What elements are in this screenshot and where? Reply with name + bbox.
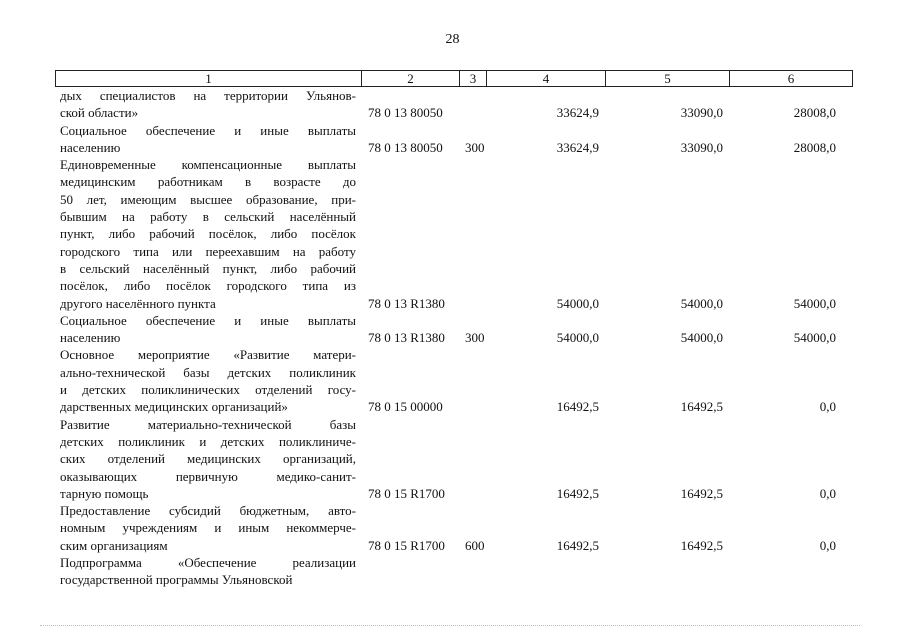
- row-value-col6: 28008,0: [793, 105, 836, 121]
- row-value-col5: 16492,5: [680, 537, 723, 553]
- description-line: ским организациям: [60, 537, 168, 553]
- row-description: [60, 554, 356, 589]
- row-value-col4: 16492,5: [556, 399, 599, 415]
- description-line: Единовременные компенсационные выплаты: [60, 157, 356, 173]
- description-line: посёлок, либо посёлок городского типа из: [60, 278, 356, 294]
- description-line: населению: [60, 139, 121, 155]
- row-code: 78 0 15 00000: [368, 399, 443, 415]
- row-code: 78 0 13 80050: [368, 139, 443, 155]
- row-value-col6: 28008,0: [793, 139, 836, 155]
- description-line: Социальное обеспечение и иные выплаты: [60, 312, 356, 328]
- row-description: [60, 346, 356, 415]
- row-description: [60, 156, 356, 312]
- description-line: другого населённого пункта: [60, 295, 216, 311]
- row-value-col5: 16492,5: [680, 399, 723, 415]
- description-line: 50 лет, имеющим высшее образование, при-: [60, 191, 356, 207]
- row-value-col4: 54000,0: [556, 330, 599, 346]
- row-value-col6: 54000,0: [793, 295, 836, 311]
- description-line: тарную помощь: [60, 485, 149, 501]
- row-value-col4: 33624,9: [556, 139, 599, 155]
- row-value-col5: 16492,5: [680, 485, 723, 501]
- row-code: 78 0 15 R1700: [368, 485, 445, 501]
- description-line: населению: [60, 330, 121, 346]
- row-value-col6: 0,0: [819, 399, 836, 415]
- table-row: [0, 156, 905, 312]
- row-value-col5: 54000,0: [680, 295, 723, 311]
- description-line: ских отделений медицинских организаций,: [60, 451, 356, 467]
- description-line: и детских поликлинических отделений госу-: [60, 382, 356, 398]
- table-row: [0, 87, 905, 122]
- row-code: 78 0 13 R1380: [368, 330, 445, 346]
- table-row: [0, 554, 905, 589]
- description-line: дарственных медицинских организаций»: [60, 399, 288, 415]
- table-row: [0, 346, 905, 415]
- row-value-col4: 33624,9: [556, 105, 599, 121]
- table-row: [0, 502, 905, 554]
- row-code: 78 0 15 R1700: [368, 537, 445, 553]
- row-value-col6: 0,0: [819, 537, 836, 553]
- description-line: пункт, либо рабочий посёлок, либо посёлок: [60, 226, 356, 242]
- row-value-col5: 33090,0: [680, 139, 723, 155]
- table-row: [0, 312, 905, 347]
- page-number: 28: [445, 32, 460, 47]
- header-col-2: 2: [362, 71, 460, 86]
- row-description: [60, 416, 356, 502]
- description-line: Предоставление субсидий бюджетным, авто-: [60, 503, 356, 519]
- row-value-col4: 16492,5: [556, 537, 599, 553]
- description-line: Социальное обеспечение и иные выплаты: [60, 122, 356, 138]
- description-line: ально-технической базы детских поликлиник: [60, 364, 356, 380]
- description-line: Развитие материально-технической базы: [60, 416, 356, 432]
- description-line: ской области»: [60, 105, 139, 121]
- row-expense-type: 300: [465, 330, 485, 346]
- description-line: номным учреждениям и иным некоммерче-: [60, 520, 356, 536]
- row-expense-type: 600: [465, 537, 485, 553]
- row-code: 78 0 13 R1380: [368, 295, 445, 311]
- description-line: государственной программы Ульяновской: [60, 572, 293, 588]
- row-value-col5: 54000,0: [680, 330, 723, 346]
- description-line: оказывающих первичную медико-санит-: [60, 468, 356, 484]
- row-expense-type: 300: [465, 139, 485, 155]
- description-line: городского типа или переехавшим на работу: [60, 243, 356, 259]
- table-row: [0, 122, 905, 157]
- row-description: [60, 312, 356, 347]
- description-line: Подпрограмма «Обеспечение реализации: [60, 555, 356, 571]
- row-value-col6: 0,0: [819, 485, 836, 501]
- description-line: бывшим на работу в сельский населённый: [60, 209, 356, 225]
- table-body: [0, 87, 905, 589]
- description-line: детских поликлиник и детских поликлиниче-: [60, 433, 356, 449]
- description-line: в сельский населённый пункт, либо рабочий: [60, 260, 356, 276]
- row-value-col4: 16492,5: [556, 485, 599, 501]
- row-code: 78 0 13 80050: [368, 105, 443, 121]
- row-value-col5: 33090,0: [680, 105, 723, 121]
- description-line: Основное мероприятие «Развитие матери-: [60, 347, 356, 363]
- row-description: [60, 122, 356, 157]
- header-col-5: 5: [606, 71, 730, 86]
- table-row: [0, 416, 905, 502]
- row-description: [60, 87, 356, 122]
- description-line: медицинским работникам в возрасте до: [60, 174, 356, 190]
- header-col-4: 4: [487, 71, 606, 86]
- table-header: [55, 70, 853, 87]
- description-line: дых специалистов на территории Ульянов-: [60, 88, 356, 103]
- row-value-col6: 54000,0: [793, 330, 836, 346]
- scan-bottom-edge: [40, 625, 860, 628]
- row-value-col4: 54000,0: [556, 295, 599, 311]
- header-col-3: 3: [460, 71, 487, 86]
- header-col-1: 1: [56, 71, 362, 86]
- row-description: [60, 502, 356, 554]
- header-col-6: 6: [787, 71, 795, 86]
